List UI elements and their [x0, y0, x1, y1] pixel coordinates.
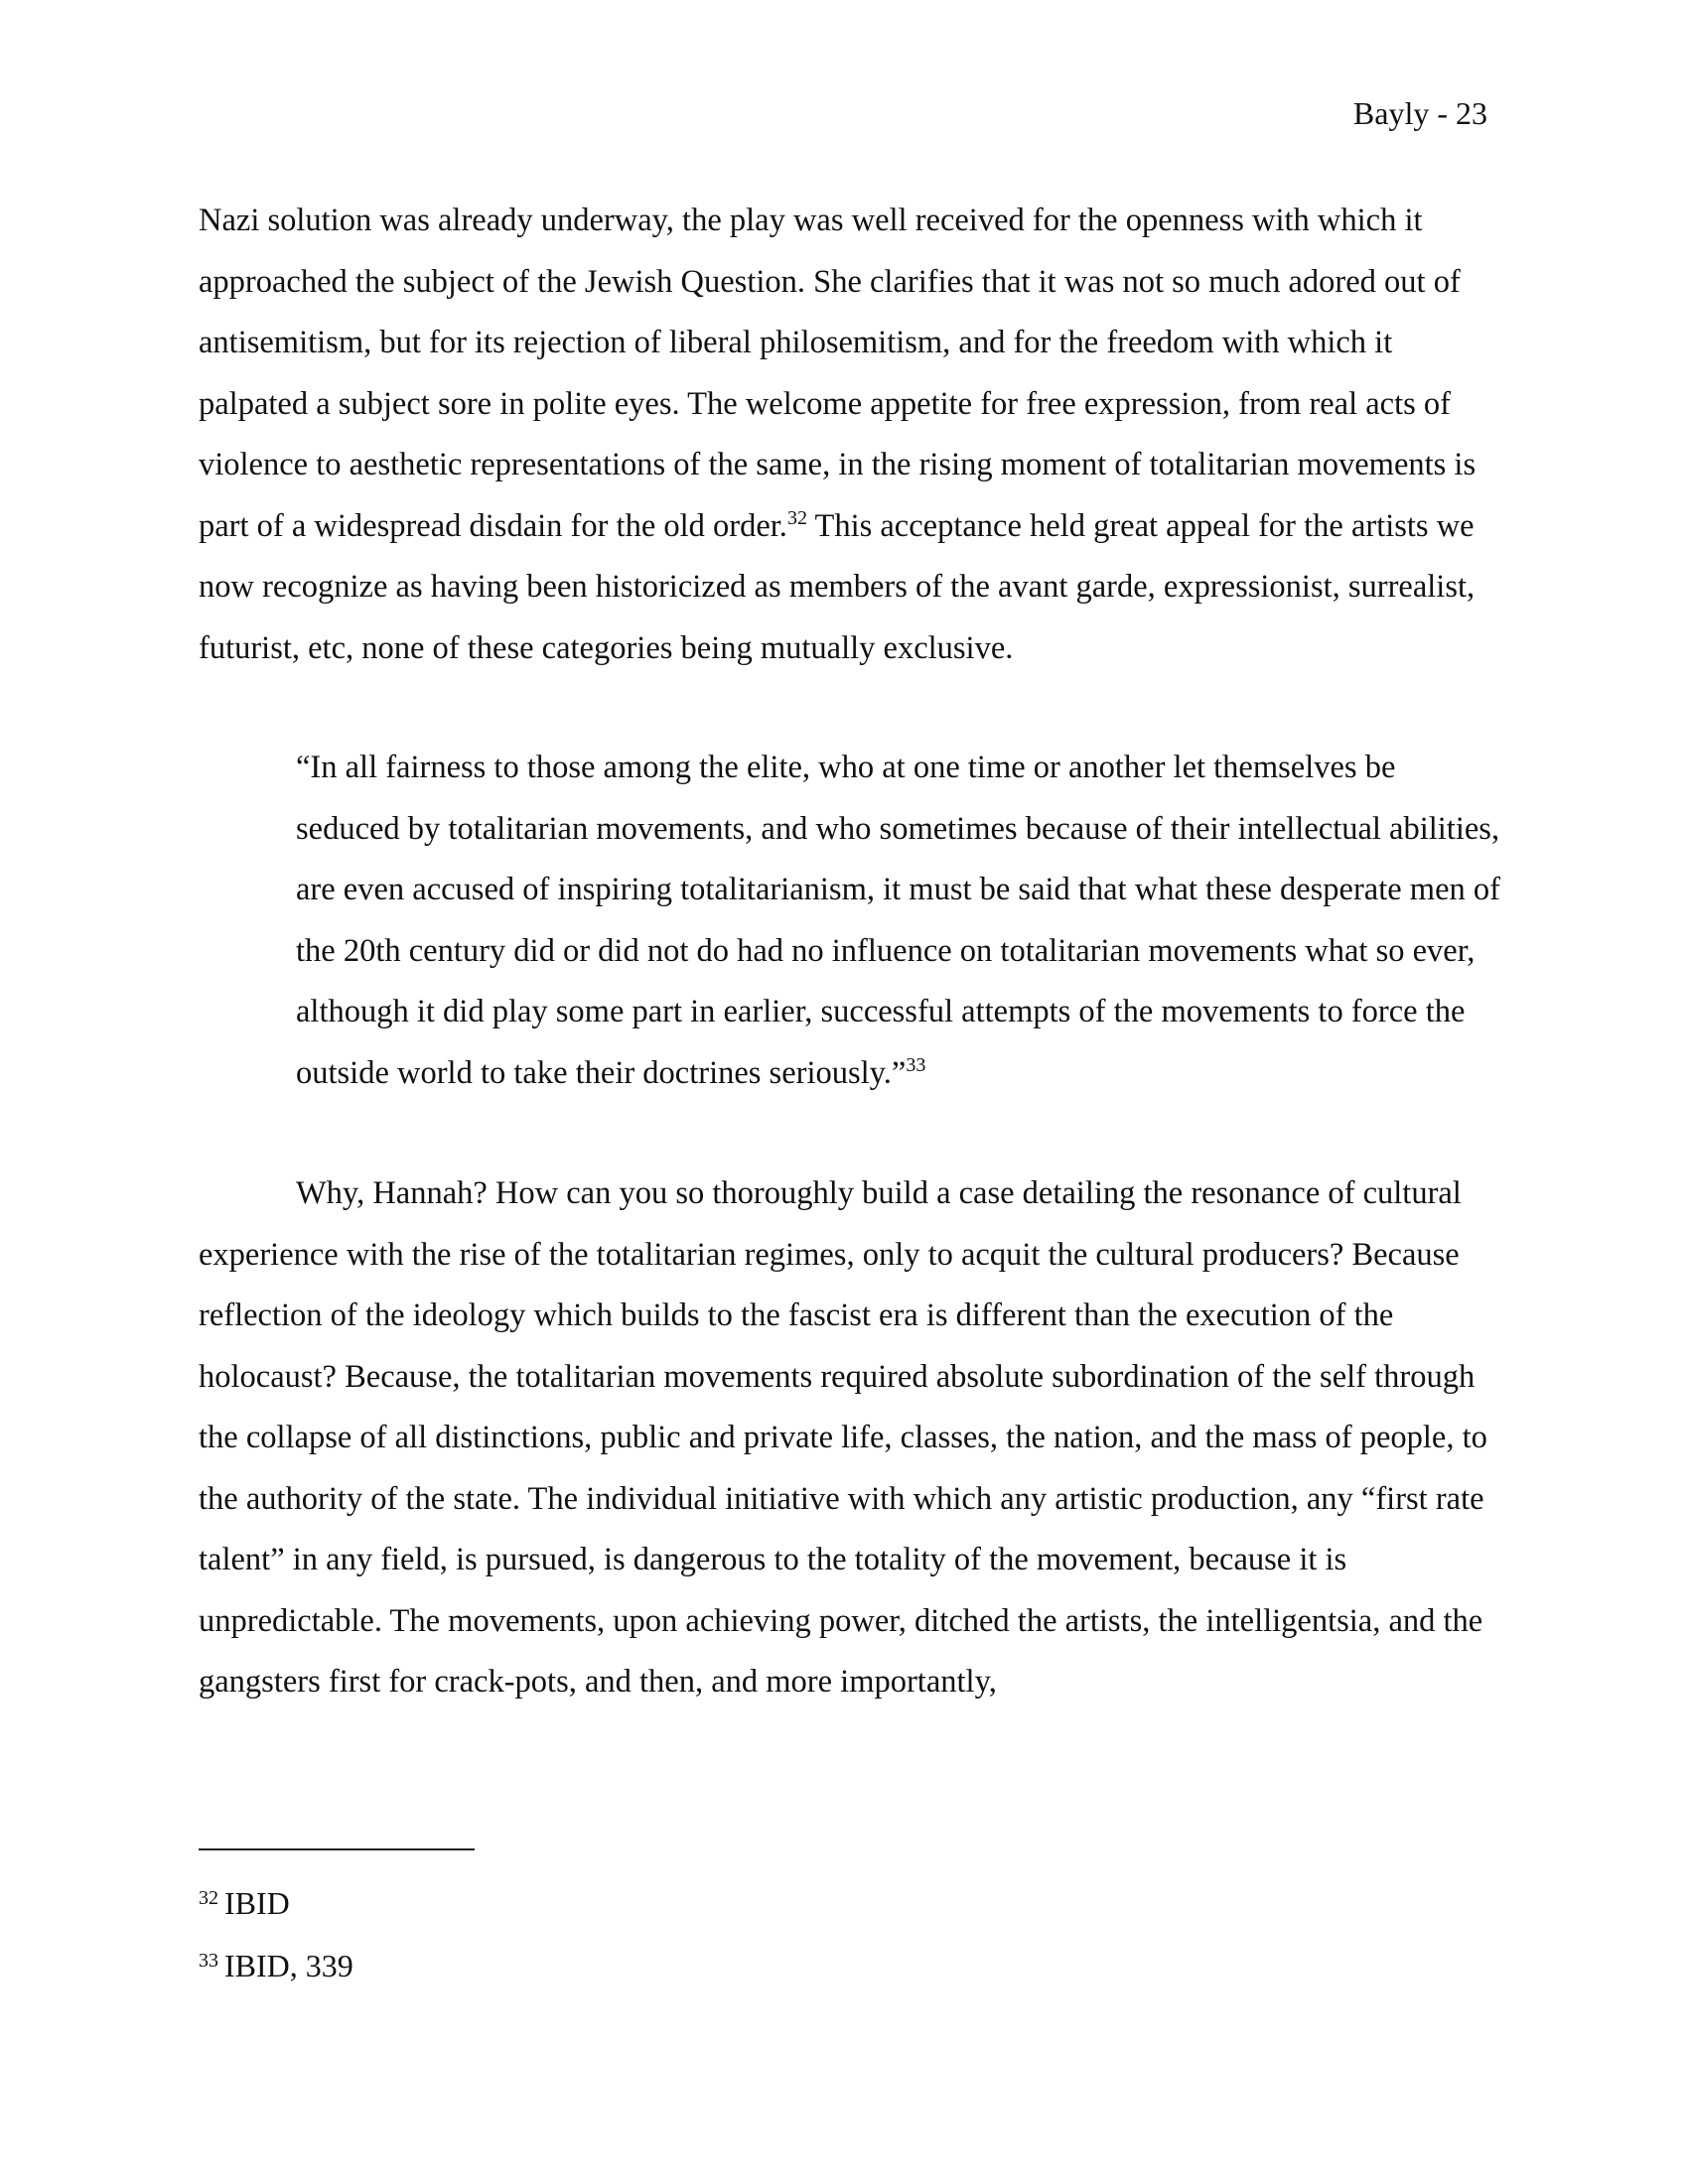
paragraph-1-text-continued: This acceptance held great appeal for the artists we now recognize as having been historicized as members of the avant garde, expressionist, surrealist, futurist, etc, none of these categories being mutually exclusive. [199, 507, 1476, 666]
footnote-reference-33: 33 [906, 1053, 926, 1076]
footnote-number: 32 [199, 1887, 218, 1909]
footnote-reference-32: 32 [786, 506, 807, 529]
footnote-text: IBID [224, 1885, 290, 1921]
footnote-text: IBID, 339 [224, 1948, 353, 1983]
footnote-number: 33 [199, 1950, 218, 1972]
paragraph-1-text: Nazi solution was already underway, the play was well received for the openness with which it approached the subject of the Jewish Question. She clarifies that it was not so much adored out of antisemitism, but for its rejection of liberal philosemitism, and for the freedom with which it palpated a subject sore in polite eyes. The welcome appetite for free expression, from real acts of violence to aesthetic representations of the same, in the rising moment of totalitarian movements is part of a widespread disdain for the old order. [199, 203, 1477, 544]
body-paragraph-2 [199, 1163, 1491, 1713]
paragraph-2-text: Why, Hannah? How can you so thoroughly build a case detailing the resonance of cultural experience with the rise of the totalitarian regimes, only to acquit the cultural producers? Because reflection of the ideology which builds to the fascist era is different than the execution of the holocaust? Because, the totalitarian movements required absolute subordination of the self through the collapse of all distinctions, public and private life, classes, the nation, and the mass of people, to the authority of the state. The individual initiative with which any artistic production, any “first rate talent” in any field, is pursued, is dangerous to the totality of the movement, because it is unpredictable. The movements, upon achieving power, ditched the artists, the intelligentsia, and the gangsters first for crack-pots, and then, and more importantly, [199, 1175, 1487, 1700]
footnote-32 [199, 1878, 290, 1923]
running-header: Bayly - 23 [1352, 95, 1487, 131]
block-quote [296, 738, 1501, 1104]
block-quote-text: “In all fairness to those among the elite, who at one time or another let themselves be seduced by totalitarian movements, and who sometimes because of their intellectual abilities, are even accused of inspiring totalitarianism, it must be said that what these desperate men of the 20th century did or did not do had no influence on totalitarian movements what so ever, although it did play some part in earlier, successful attempts of the movements to force the outside world to take their doctrines seriously.” [296, 750, 1500, 1091]
body-paragraph-1 [199, 191, 1491, 679]
footnote-separator [199, 1848, 475, 1850]
footnote-33 [199, 1941, 353, 1985]
